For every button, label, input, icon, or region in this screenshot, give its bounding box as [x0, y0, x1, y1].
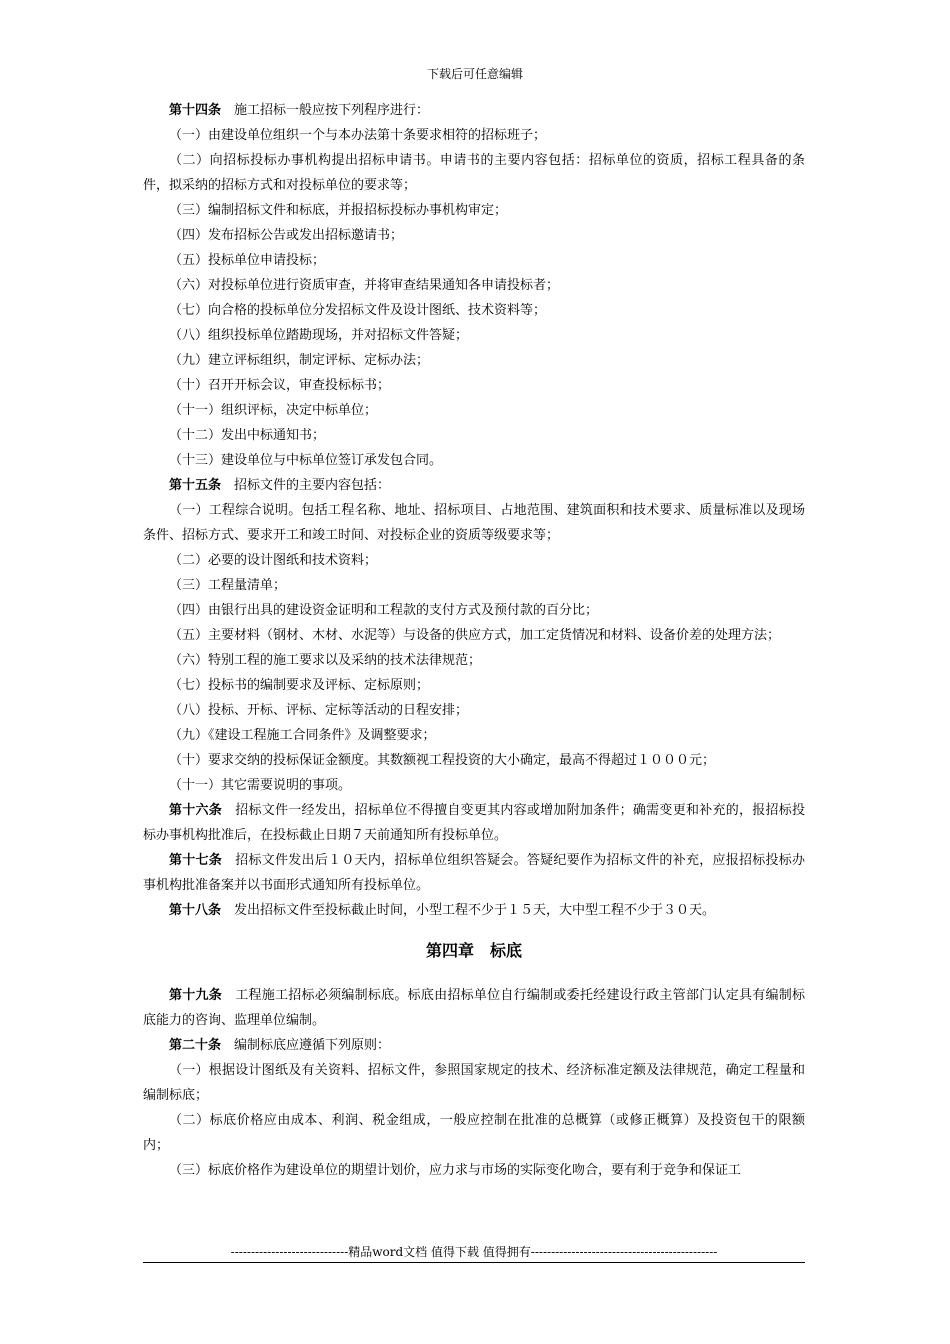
list-item: （十二）发出中标通知书；: [169, 428, 326, 443]
list-item: （三）标底价格作为建设单位的期望计划价，应力求与市场的实际变化吻合，要有利于竞争和保证工: [169, 1163, 742, 1178]
list-item: （一）工程综合说明。包括工程名称、地址、招标项目、占地范围、建筑面积和技术要求、质量标准以及现场条件、招标方式、要求开工和竣工时间、对投标企业的资质等级要求等；: [143, 503, 805, 543]
list-item: （七）向合格的投标单位分发招标文件及设计图纸、技术资料等；: [169, 303, 547, 318]
document-body: [143, 98, 805, 1183]
article-label: 第十八条: [169, 903, 222, 918]
list-item: （十一）组织评标，决定中标单位；: [169, 403, 378, 418]
article-15-heading: [143, 473, 805, 498]
article-text: 招标文件一经发出，招标单位不得擅自变更其内容或增加附加条件；确需变更和补充的，报招标投标办事机构批准后，在投标截止日期７天前通知所有投标单位。: [143, 803, 805, 843]
article-20-heading: [143, 1033, 805, 1058]
article-label: 第十六条: [169, 803, 223, 818]
article-label: 第十七条: [169, 853, 223, 868]
article-label: 第十九条: [169, 988, 223, 1003]
list-item: （八）组织投标单位踏勘现场，并对招标文件答疑；: [169, 328, 469, 343]
article-14-heading: [143, 98, 805, 123]
article-label: 第十四条: [169, 103, 222, 118]
footer-rule: [143, 1262, 805, 1263]
list-item: （九）建立评标组织，制定评标、定标办法；: [169, 353, 430, 368]
list-item: （十三）建设单位与中标单位签订承发包合同。: [169, 453, 443, 468]
list-item: （二）标底价格应由成本、利润、税金组成，一般应控制在批准的总概算（或修正概算）及投资包干的限额内；: [143, 1113, 805, 1153]
list-item: （十）要求交纳的投标保证金额度。其数额视工程投资的大小确定，最高不得超过１０００元；: [169, 753, 716, 768]
list-item: （七）投标书的编制要求及评标、定标原则；: [169, 678, 430, 693]
article-text: 施工招标一般应按下列程序进行：: [221, 103, 430, 118]
article-label: 第十五条: [169, 478, 222, 493]
article-text: 编制标底应遵循下列原则：: [221, 1038, 391, 1053]
list-item: （五）投标单位申请投标；: [169, 253, 326, 268]
list-item: （二）向招标投标办事机构提出招标申请书。申请书的主要内容包括：招标单位的资质，招标工程具备的条件，拟采纳的招标方式和对投标单位的要求等；: [143, 153, 805, 193]
article-text: 招标文件的主要内容包括：: [221, 478, 391, 493]
list-item: （六）特别工程的施工要求以及采纳的技术法律规范；: [169, 653, 482, 668]
list-item: （三）编制招标文件和标底，并报招标投标办事机构审定；: [169, 203, 508, 218]
article-text: 发出招标文件至投标截止时间，小型工程不少于１５天，大中型工程不少于３０天。: [221, 903, 716, 918]
article-text: 招标文件发出后１０天内，招标单位组织答疑会。答疑纪要作为招标文件的补充，应报招标投标办事机构批准备案并以书面形式通知所有投标单位。: [143, 853, 805, 893]
list-item: （五）主要材料（钢材、木材、水泥等）与设备的供应方式，加工定货情况和材料、设备价差的处理方法；: [169, 628, 781, 643]
article-text: 工程施工招标必须编制标底。标底由招标单位自行编制或委托经建设行政主管部门认定具有编制标底能力的咨询、监理单位编制。: [143, 988, 805, 1028]
article-17: [143, 848, 805, 898]
list-item: （十一）其它需要说明的事项。: [169, 778, 352, 793]
list-item: （一）根据设计图纸及有关资料、招标文件，参照国家规定的技术、经济标准定额及法律规范，确定工程量和编制标底；: [143, 1063, 805, 1103]
article-label: 第二十条: [169, 1038, 222, 1053]
list-item: （一）由建设单位组织一个与本办法第十条要求相符的招标班子；: [169, 128, 547, 143]
list-item: （四）由银行出具的建设资金证明和工程款的支付方式及预付款的百分比；: [169, 603, 599, 618]
chapter-title: 第四章 标底: [425, 941, 522, 960]
list-item: （六）对投标单位进行资质审查，并将审查结果通知各申请投标者；: [169, 278, 560, 293]
list-item: （二）必要的设计图纸和技术资料；: [169, 553, 378, 568]
page-footer: -----------------------------精品word文档 值得下载 值得拥有----------------------------------------------: [230, 1245, 718, 1259]
list-item: （四）发布招标公告或发出招标邀请书；: [169, 228, 404, 243]
article-19: [143, 983, 805, 1033]
list-item: （八）投标、开标、评标、定标等活动的日程安排；: [169, 703, 469, 718]
page-header: 下载后可任意编辑: [426, 67, 523, 81]
list-item: （十）召开开标会议，审查投标标书；: [169, 378, 391, 393]
list-item: （九）《建设工程施工合同条件》及调整要求；: [169, 728, 436, 743]
list-item: （三）工程量清单；: [169, 578, 287, 593]
article-18: [143, 898, 805, 923]
article-16: [143, 798, 805, 848]
